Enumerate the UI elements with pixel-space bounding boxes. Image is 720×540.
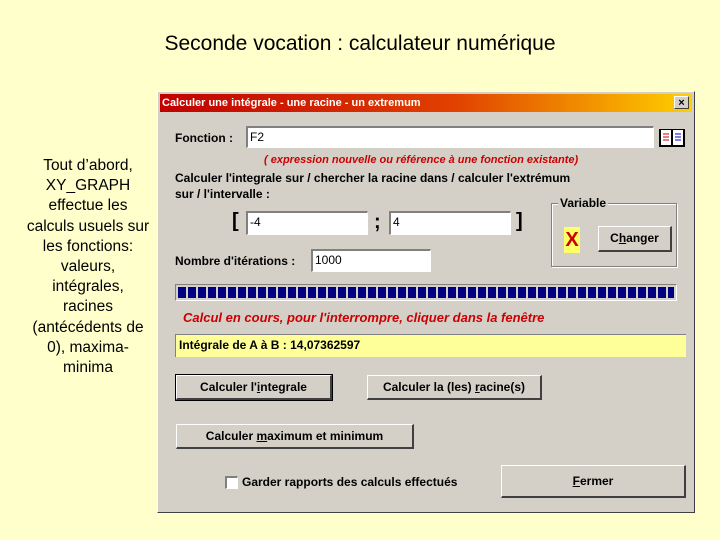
fonction-hint: ( expression nouvelle ou référence à une fonction existante) [264, 154, 579, 166]
changer-button[interactable] [598, 226, 672, 252]
instruction-line-2: sur / l'intervalle : [175, 187, 270, 201]
iterations-label: Nombre d'itérations : [175, 254, 296, 268]
fermer-button[interactable] [501, 465, 686, 498]
variable-group-label: Variable [560, 196, 607, 210]
maxmin-label-pre: Calculer [205, 429, 257, 443]
changer-label-post: anger [626, 231, 659, 245]
interval-start-input[interactable]: -4 [246, 211, 368, 235]
interval-end-input[interactable]: 4 [389, 211, 511, 235]
rapports-checkbox[interactable] [225, 476, 238, 489]
close-icon: × [678, 97, 685, 109]
bracket-open: [ [232, 210, 239, 232]
bracket-close: ] [516, 210, 523, 232]
instruction-line-1: Calculer l'integrale sur / chercher la racine dans / calculer l'extrémum [175, 171, 571, 185]
book-icon [658, 127, 686, 149]
fonction-input[interactable]: F2 [246, 126, 654, 148]
racines-label-post: acine(s) [479, 380, 526, 394]
integrale-label-pre: Calculer l' [200, 380, 257, 394]
slide-title: Seconde vocation : calculateur numérique [164, 32, 556, 55]
changer-label-pre: C [610, 231, 619, 245]
status-text: Calcul en cours, pour l'interrompre, cliquer dans la fenêtre [183, 310, 545, 325]
maxmin-label-accel: m [256, 429, 268, 443]
racines-label-accel: r [475, 380, 480, 394]
rapports-checkbox-label: Garder rapports des calculs effectués [242, 475, 458, 489]
side-description: Tout d’abord, XY_GRAPH effectue les calculs usuels sur les fonctions: valeurs, intégrales, racines (antécédents de 0), maxima-minima [26, 157, 150, 377]
changer-label-accel: h [618, 231, 627, 245]
book-button[interactable] [658, 127, 686, 149]
fermer-label-accel: F [572, 474, 580, 488]
calc-maxmin-button[interactable] [176, 424, 414, 449]
calc-integrale-button[interactable] [176, 375, 332, 400]
variable-value: X [565, 229, 579, 251]
variable-group [551, 196, 677, 267]
result-field: Intégrale de A à B : 14,07362597 [175, 334, 686, 357]
close-button[interactable] [674, 96, 689, 109]
calc-racines-button[interactable] [367, 375, 542, 400]
iterations-input[interactable]: 1000 [311, 249, 431, 272]
dialog-title: Calculer une intégrale - une racine - un extremum [162, 97, 421, 109]
fermer-label-post: ermer [579, 474, 614, 488]
dialog-titlebar [160, 94, 692, 112]
integrale-label-post: ntegrale [260, 380, 307, 394]
racines-label-pre: Calculer la (les) [382, 380, 475, 394]
calc-dialog [157, 91, 695, 513]
progress-fill [178, 287, 674, 298]
integrale-label-accel: i [256, 380, 261, 394]
progress-bar [175, 284, 677, 301]
maxmin-label-post: aximum et minimum [267, 429, 384, 443]
fonction-label: Fonction : [175, 131, 233, 145]
interval-separator: ; [374, 211, 381, 233]
